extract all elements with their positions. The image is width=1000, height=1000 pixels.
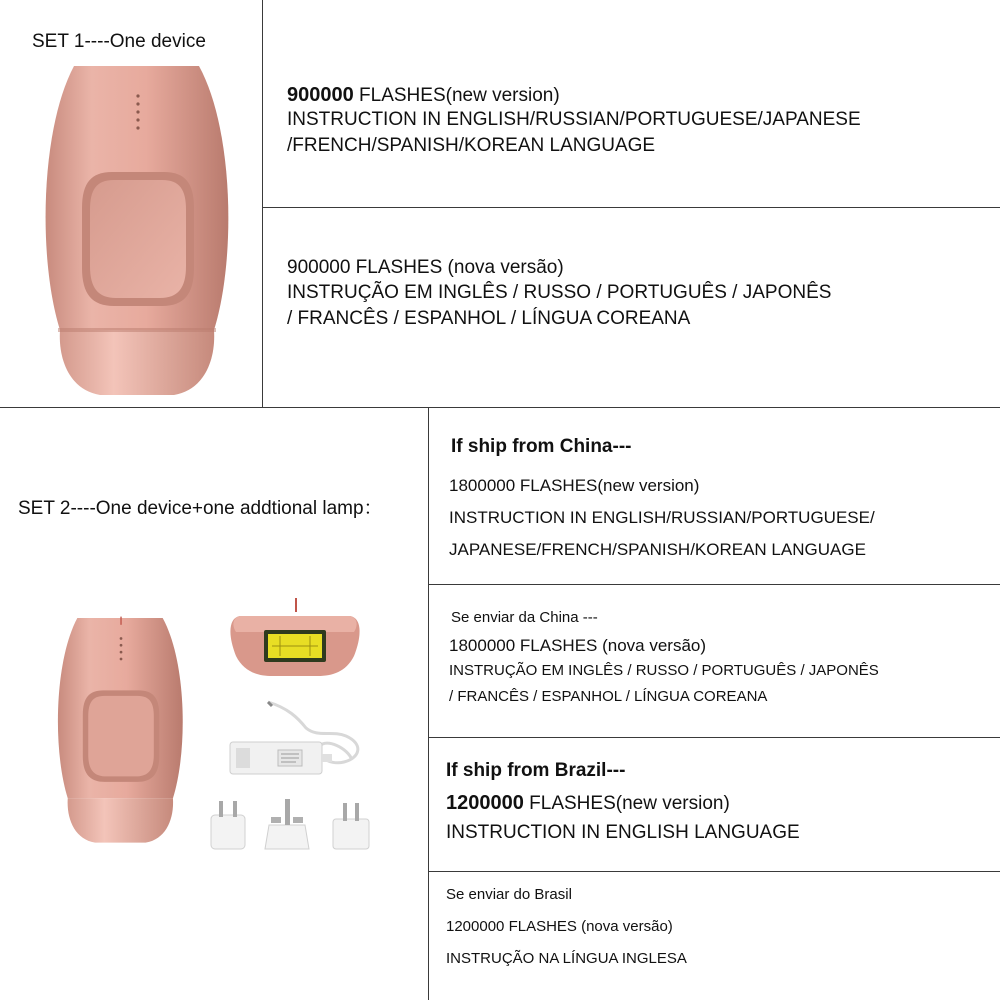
set1-en-flashes-label: FLASHES(new version) [353,85,560,106]
set1-description: ----One device [84,31,206,52]
china-en-instruction-2: JAPANESE/FRENCH/SPANISH/KOREAN LANGUAGE [449,540,866,559]
set1-label [32,31,206,53]
china-pt-instruction-2: / FRANCÊS / ESPANHOL / LÍNGUA COREANA [449,688,768,705]
set1-en-instruction-2: /FRENCH/SPANISH/KOREAN LANGUAGE [287,135,656,156]
set2-label [18,493,383,520]
set1-en-count: 900000 [287,84,354,106]
brazil-en-flashes-label: FLASHES(new version) [523,793,730,814]
set1-pt-instruction-1: INSTRUÇÃO EM INGLÊS / RUSSO / PORTUGUÊS / JAPONÊS [287,282,832,303]
set1-pt-instruction-2: / FRANCÊS / ESPANHOL / LÍNGUA COREANA [287,308,691,329]
china-en-instruction-1: INSTRUCTION IN ENGLISH/RUSSIAN/PORTUGUESE/ [449,508,875,527]
set1-pt-flashes: 900000 FLASHES (nova versão) [287,257,564,278]
set2-prefix: SET 2 [18,498,71,519]
replacement-lamp-icon [228,596,363,681]
brazil-pt-heading: Se enviar do Brasil [446,886,572,903]
brazil-en-instruction: INSTRUCTION IN ENGLISH LANGUAGE [446,822,800,843]
china-en-flashes: 1800000 FLASHES(new version) [449,476,700,495]
divider-set1-vertical [262,0,263,407]
brazil-pt-flashes: 1200000 FLASHES (nova versão) [446,918,673,935]
divider-set2-row2 [428,737,1000,738]
set1-en-flashes [287,84,560,107]
divider-set-separator [0,407,1000,408]
china-pt-instruction-1: INSTRUÇÃO EM INGLÊS / RUSSO / PORTUGUÊS / JAPONÊS [449,662,879,679]
ipl-device-icon [50,596,190,866]
china-pt-flashes: 1800000 FLASHES (nova versão) [449,636,707,655]
divider-set2-vertical [428,407,429,1000]
divider-set2-row1 [428,584,1000,585]
set2-description: ----One device+one addtional lamp： [70,498,383,519]
brazil-en-flashes [446,792,730,815]
set1-prefix: SET 1 [32,31,85,52]
divider-set1-middle [262,207,1000,208]
brazil-en-count: 1200000 [446,792,524,814]
set1-en-instruction-1: INSTRUCTION IN ENGLISH/RUSSIAN/PORTUGUESE/JAPANESE [287,109,861,130]
brazil-pt-instruction: INSTRUÇÃO NA LÍNGUA INGLESA [446,950,687,967]
china-en-heading: If ship from China--- [451,436,632,457]
brazil-en-heading: If ship from Brazil--- [446,760,626,781]
china-pt-heading: Se enviar da China --- [451,609,598,626]
ipl-device-icon [34,60,239,403]
power-adapter-icon [228,698,373,788]
divider-set2-row3 [428,871,1000,872]
plug-adapter-icon [205,795,380,855]
